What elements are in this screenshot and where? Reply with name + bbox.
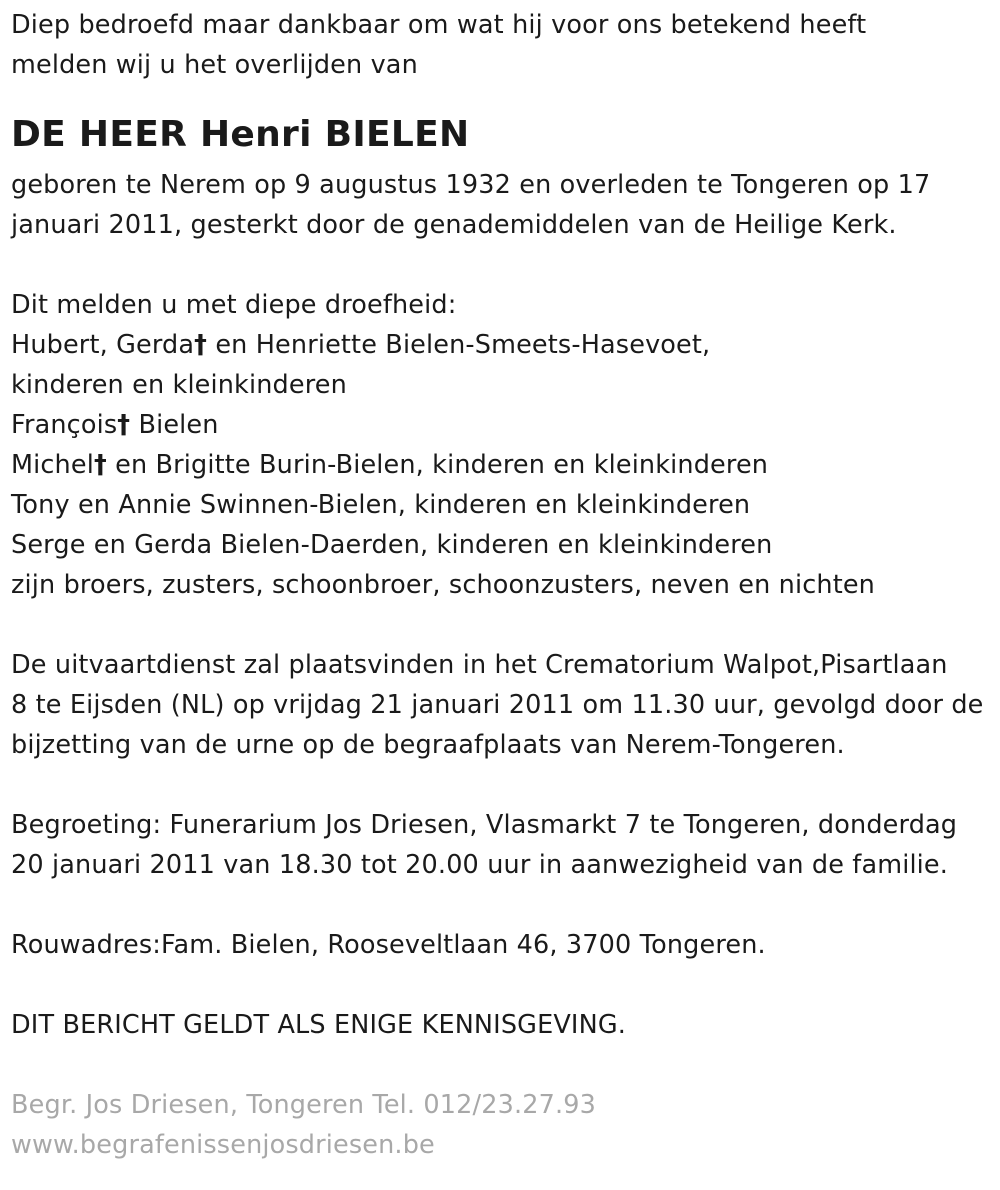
mourner-names: Michel [11, 450, 94, 480]
official-notice: DIT BERICHT GELDT ALS ENIGE KENNISGEVING. [11, 1010, 626, 1040]
intro-line-1: Diep bedroefd maar dankbaar om wat hij voor ons betekend heeft [11, 10, 867, 40]
spacer [11, 85, 996, 105]
mourner-names-cont: Bielen [130, 410, 219, 440]
spacer [11, 1045, 996, 1085]
funeral-home-website: www.begrafenissenjosdriesen.be [11, 1130, 435, 1160]
mourner-line-4 [11, 445, 996, 485]
mourner-line-7: zijn broers, zusters, schoonbroer, schoonzusters, neven en nichten [11, 570, 875, 600]
service-line-1: De uitvaartdienst zal plaatsvinden in het Crematorium Walpot,Pisartlaan [11, 650, 948, 680]
greeting-line-1: Begroeting: Funerarium Jos Driesen, Vlasmarkt 7 te Tongeren, donderdag [11, 810, 958, 840]
mourner-names-cont: en Henriette Bielen-Smeets-Hasevoet, [207, 330, 711, 360]
mourner-line-5: Tony en Annie Swinnen-Bielen, kinderen en kleinkinderen [11, 490, 751, 520]
cross-icon: † [194, 330, 208, 360]
service-line-2: 8 te Eijsden (NL) op vrijdag 21 januari 2011 om 11.30 uur, gevolgd door de [11, 690, 984, 720]
greeting-line-2: 20 januari 2011 van 18.30 tot 20.00 uur in aanwezigheid van de familie. [11, 850, 949, 880]
mourner-line-2: kinderen en kleinkinderen [11, 370, 347, 400]
mourner-names: Hubert, Gerda [11, 330, 195, 360]
intro-line-2: melden wij u het overlijden van [11, 50, 418, 80]
mourner-line-6: Serge en Gerda Bielen-Daerden, kinderen en kleinkinderen [11, 530, 773, 560]
mourner-line-3 [11, 405, 996, 445]
spacer [11, 965, 996, 1005]
funeral-home-contact: Begr. Jos Driesen, Tongeren Tel. 012/23.27.93 [11, 1090, 597, 1120]
mourners-heading: Dit melden u met diepe droefheid: [11, 290, 457, 320]
cross-icon: † [117, 410, 131, 440]
cross-icon: † [93, 450, 107, 480]
mourning-address: Rouwadres:Fam. Bielen, Rooseveltlaan 46, 3700 Tongeren. [11, 930, 766, 960]
birth-death-line-2: januari 2011, gesterkt door de genademiddelen van de Heilige Kerk. [11, 210, 897, 240]
spacer [11, 885, 996, 925]
birth-death-line-1: geboren te Nerem op 9 augustus 1932 en overleden te Tongeren op 17 [11, 170, 931, 200]
spacer [11, 765, 996, 805]
spacer [11, 245, 996, 285]
mourner-names-cont: en Brigitte Burin-Bielen, kinderen en kleinkinderen [106, 450, 769, 480]
service-line-3: bijzetting van de urne op de begraafplaats van Nerem-Tongeren. [11, 730, 845, 760]
spacer [11, 605, 996, 645]
deceased-name: DE HEER Henri BIELEN [11, 114, 470, 155]
mourner-line-1 [11, 325, 996, 365]
obituary-notice [11, 5, 996, 1165]
mourner-names: François [11, 410, 118, 440]
